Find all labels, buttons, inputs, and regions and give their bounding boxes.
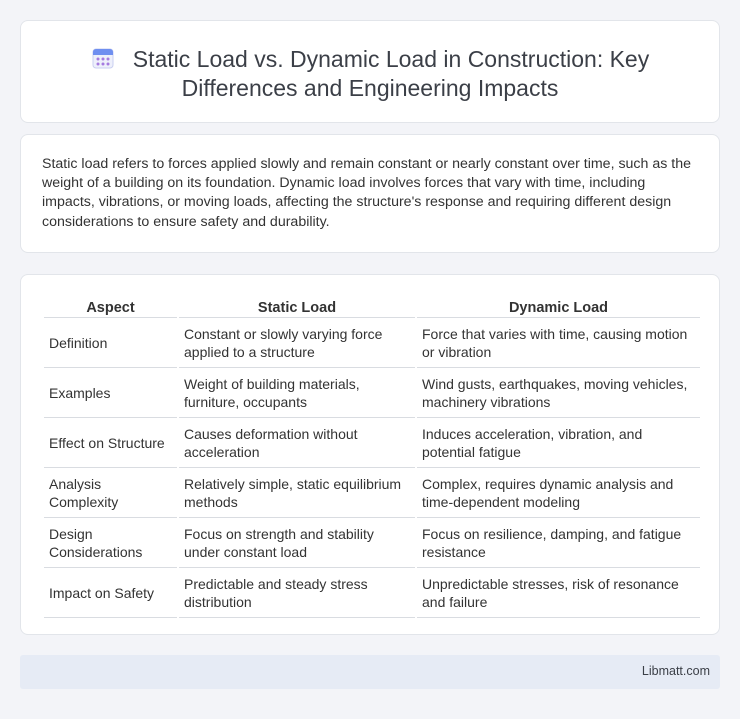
table-cell-dynamic: Unpredictable stresses, risk of resonance and failure	[417, 568, 700, 618]
table-cell-aspect: Effect on Structure	[44, 418, 177, 468]
table-cell-aspect: Impact on Safety	[44, 568, 177, 618]
table-row	[44, 418, 700, 468]
table-cell-dynamic: Complex, requires dynamic analysis and time-dependent modeling	[417, 468, 700, 518]
description-text: Static load refers to forces applied slowly and remain constant or nearly constant over time, such as the weight of a building on its foundation. Dynamic load involves forces that vary with time, including impacts, vibrations, or moving loads, affecting the structure's response and requiring different design considerations to ensure safety and durability.	[42, 156, 692, 230]
table-cell-static: Focus on strength and stability under constant load	[179, 518, 415, 568]
header-dynamic-load: Dynamic Load	[417, 296, 700, 318]
comparison-table	[42, 296, 702, 618]
title-card	[20, 20, 720, 123]
page-title	[21, 45, 719, 103]
table-cell-static: Causes deformation without acceleration	[179, 418, 415, 468]
table-cell-aspect: Definition	[44, 318, 177, 368]
comparison-table-card	[20, 274, 720, 635]
table-row	[44, 468, 700, 518]
table-row	[44, 368, 700, 418]
table-cell-static: Weight of building materials, furniture, occupants	[179, 368, 415, 418]
table-cell-aspect: Analysis Complexity	[44, 468, 177, 518]
footer-brand-link[interactable]: Libmatt.com	[641, 664, 710, 678]
footer-bar	[20, 655, 720, 689]
table-cell-aspect: Examples	[44, 368, 177, 418]
table-row	[44, 318, 700, 368]
header-static-load: Static Load	[179, 296, 415, 318]
table-cell-dynamic: Force that varies with time, causing motion or vibration	[417, 318, 700, 368]
table-cell-static: Constant or slowly varying force applied to a structure	[179, 318, 415, 368]
table-cell-dynamic: Focus on resilience, damping, and fatigue resistance	[417, 518, 700, 568]
calendar-icon	[91, 46, 115, 70]
table-row	[44, 568, 700, 618]
header-aspect: Aspect	[44, 296, 177, 318]
table-cell-aspect: Design Considerations	[44, 518, 177, 568]
table-header-row	[44, 296, 700, 318]
table-cell-static: Relatively simple, static equilibrium methods	[179, 468, 415, 518]
table-cell-dynamic: Wind gusts, earthquakes, moving vehicles, machinery vibrations	[417, 368, 700, 418]
description-card	[20, 134, 720, 253]
page-title-text: Static Load vs. Dynamic Load in Construction: Key Differences and Engineering Impacts	[132, 46, 650, 101]
table-cell-dynamic: Induces acceleration, vibration, and potential fatigue	[417, 418, 700, 468]
table-cell-static: Predictable and steady stress distribution	[179, 568, 415, 618]
table-row	[44, 518, 700, 568]
